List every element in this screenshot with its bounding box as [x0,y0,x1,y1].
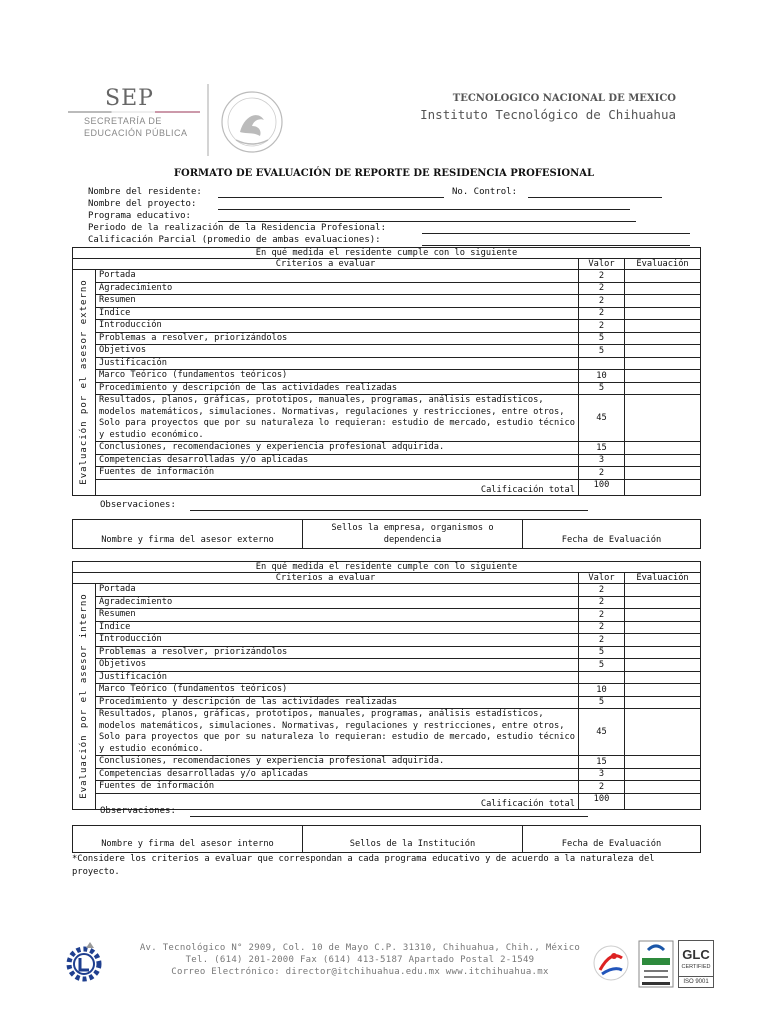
criteria-name: Introducción [96,634,579,647]
criteria-row [73,454,701,467]
side-label-interno: Evaluación por el asesor interno [79,593,89,799]
criteria-name: Índice [96,621,579,634]
criteria-name: Objetivos [96,345,579,358]
document-title: FORMATO DE EVALUACIÓN DE REPORTE DE RESIDENCIA PROFESIONAL [173,168,595,179]
criteria-name: Resumen [96,295,579,308]
glc-label: GLC [682,947,710,962]
criteria-value: 3 [579,768,625,781]
criteria-row [73,756,701,769]
glc-certified-label: CERTIFIED [681,964,711,970]
criteria-row [73,634,701,647]
header-criterios-interno: Criterios a evaluar [73,573,579,584]
criteria-row [73,282,701,295]
signature-sellos-externo[interactable]: Sellos la empresa, organismos o dependencia [303,520,523,549]
evaluation-input-cell[interactable] [625,467,701,480]
observaciones-label-externo: Observaciones: [100,500,176,510]
criteria-value: 2 [579,621,625,634]
evaluation-input-cell[interactable] [625,596,701,609]
criteria-row [73,696,701,709]
header-evaluacion-interno: Evaluación [625,573,701,584]
criteria-row [73,768,701,781]
evaluation-input-cell[interactable] [625,684,701,697]
tec-nacional-heading: TECNOLOGICO NACIONAL DE MEXICO [452,93,676,104]
criteria-name: Fuentes de información [96,467,579,480]
field-calificacion-label: Calificación Parcial (promedio de ambas evaluaciones): [88,235,381,245]
observaciones-line-externo[interactable] [190,510,588,511]
criteria-name: Agradecimiento [96,282,579,295]
criteria-note: *Considere los criterios a evaluar que correspondan a cada programa educativo y de acuerdo a la naturaleza del proyecto. [72,854,655,877]
header-criterios-externo: Criterios a evaluar [73,259,579,270]
evaluation-table-interno [72,561,701,810]
field-proyecto-label: Nombre del proyecto: [88,199,197,209]
criteria-row [73,659,701,672]
criteria-row [73,345,701,358]
signature-nombre-interno[interactable]: Nombre y firma del asesor interno [73,826,303,853]
field-calificacion-line[interactable] [422,245,690,246]
criteria-name: Portada [96,584,579,597]
itch-gear-logo-icon [64,940,104,984]
criteria-value: 5 [579,332,625,345]
criteria-row [73,442,701,455]
field-control-line[interactable] [528,197,662,198]
side-label-cell-interno [73,584,96,810]
footer-email: Correo Electrónico: director@itchihuahua.edu.mx www.itchihuahua.mx [171,967,549,977]
criteria-name: Conclusiones, recomendaciones y experiencia profesional adquirida. [96,756,579,769]
criteria-row [73,684,701,697]
total-value-externo: 100 [579,479,625,495]
coat-of-arms-icon [206,80,290,160]
evaluation-input-cell[interactable] [625,357,701,370]
evaluation-input-cell[interactable] [625,584,701,597]
sep-subtitle-2: EDUCACIÓN PÚBLICA [84,128,188,138]
criteria-row [73,621,701,634]
criteria-value: 3 [579,454,625,467]
criteria-value: 45 [579,709,625,756]
criteria-value [579,357,625,370]
criteria-value [579,671,625,684]
criteria-value: 2 [579,320,625,333]
evaluation-table-externo [72,247,701,496]
criteria-name: Introducción [96,320,579,333]
field-periodo-label: Periodo de la realización de la Residencia Profesional: [88,223,387,233]
footer-address: Av. Tecnológico N° 2909, Col. 10 de Mayo C.P. 31310, Chihuahua, Chih., México [139,943,581,953]
iso-certified-company-icon [638,940,674,988]
evaluation-input-cell[interactable] [625,295,701,308]
side-label-externo: Evaluación por el asesor externo [79,279,89,485]
evaluation-input-cell[interactable] [625,781,701,794]
criteria-name: Competencias desarrolladas y/o aplicadas [96,768,579,781]
signature-fecha-externo[interactable]: Fecha de Evaluación [523,520,701,549]
field-residente-label: Nombre del residente: [88,187,202,197]
criteria-name: Resumen [96,609,579,622]
criteria-name: Resultados, planos, gráficas, prototipos, manuales, programas, análisis estadísticos, modelos matemáticos, simulaciones. Normativas, regulaciones y restricciones, entre otros, Solo para proyectos que por su naturaleza lo requieran: estudio de mercado, estudio técnico y estudio económico. [96,709,579,756]
instituto-heading: Instituto Tecnológico de Chihuahua [420,107,676,122]
evaluation-input-cell[interactable] [625,270,701,283]
evaluation-input-cell[interactable] [625,395,701,442]
footer-phone: Tel. (614) 201-2000 Fax (614) 413-5187 Apartado Postal 2-1549 [185,955,535,965]
criteria-value: 2 [579,307,625,320]
criteria-name: Resultados, planos, gráficas, prototipos, manuales, programas, análisis estadísticos, modelos matemáticos, simulaciones. Normativas, regulaciones y restricciones, entre otros, Solo para proyectos que por su naturaleza lo requieran: estudio de mercado, estudio técnico y estudio económico. [96,395,579,442]
criteria-value: 15 [579,442,625,455]
evaluation-input-cell[interactable] [625,320,701,333]
criteria-row [73,332,701,345]
criteria-value: 5 [579,646,625,659]
criteria-name: Justificación [96,357,579,370]
criteria-row [73,671,701,684]
sep-subtitle-1: SECRETARÍA DE [84,116,162,126]
criteria-value: 5 [579,696,625,709]
criteria-name: Fuentes de información [96,781,579,794]
observaciones-line-interno[interactable] [190,816,588,817]
criteria-value: 2 [579,596,625,609]
side-label-cell-externo [73,270,96,496]
evaluation-input-cell[interactable] [625,659,701,672]
evaluation-input-cell[interactable] [625,382,701,395]
glc-certified-badge [678,940,714,988]
criteria-row [73,584,701,597]
criteria-row [73,646,701,659]
evaluation-input-cell[interactable] [625,332,701,345]
field-programa-line[interactable] [218,221,636,222]
criteria-row [73,382,701,395]
evaluation-input-cell[interactable] [625,307,701,320]
header-medida-interno: En qué medida el residente cumple con lo siguiente [73,562,701,573]
criteria-row [73,320,701,333]
field-proyecto-line[interactable] [218,209,630,210]
criteria-row [73,307,701,320]
total-evaluation-cell-externo[interactable] [625,479,701,495]
criteria-name: Procedimiento y descripción de las actividades realizadas [96,382,579,395]
criteria-name: Problemas a resolver, priorizándolos [96,646,579,659]
criteria-name: Problemas a resolver, priorizándolos [96,332,579,345]
criteria-value: 2 [579,270,625,283]
criteria-value: 2 [579,584,625,597]
criteria-name: Índice [96,307,579,320]
criteria-value: 45 [579,395,625,442]
header-medida-externo: En qué medida el residente cumple con lo siguiente [73,248,701,259]
evaluation-input-cell[interactable] [625,442,701,455]
total-label-externo: Calificación total [96,479,579,495]
equity-certification-icon [592,944,630,982]
criteria-row [73,781,701,794]
criteria-value: 2 [579,467,625,480]
criteria-value: 5 [579,382,625,395]
criteria-row [73,270,701,283]
field-residente-line[interactable] [218,197,444,198]
evaluation-input-cell[interactable] [625,768,701,781]
criteria-row [73,467,701,480]
evaluation-input-cell[interactable] [625,454,701,467]
evaluation-input-cell[interactable] [625,282,701,295]
criteria-value: 2 [579,634,625,647]
evaluation-input-cell[interactable] [625,345,701,358]
criteria-name: Procedimiento y descripción de las actividades realizadas [96,696,579,709]
criteria-name: Agradecimiento [96,596,579,609]
evaluation-input-cell[interactable] [625,709,701,756]
criteria-row [73,596,701,609]
evaluation-input-cell[interactable] [625,609,701,622]
glc-iso-label: ISO 9001 [679,976,713,985]
criteria-value: 5 [579,345,625,358]
criteria-name: Portada [96,270,579,283]
sep-logo: SEP [105,86,154,111]
total-evaluation-cell-interno[interactable] [625,793,701,809]
criteria-name: Justificación [96,671,579,684]
criteria-row [73,357,701,370]
evaluation-input-cell[interactable] [625,634,701,647]
field-periodo-line[interactable] [422,233,690,234]
criteria-row [73,395,701,442]
criteria-name: Competencias desarrolladas y/o aplicadas [96,454,579,467]
signature-sellos-interno[interactable]: Sellos de la Institución [303,826,523,853]
criteria-value: 2 [579,282,625,295]
criteria-row [73,709,701,756]
header-valor-interno: Valor [579,573,625,584]
header-evaluacion-externo: Evaluación [625,259,701,270]
criteria-value: 2 [579,781,625,794]
criteria-row [73,295,701,308]
criteria-name: Marco Teórico (fundamentos teóricos) [96,370,579,383]
total-label-interno: Calificación total [96,793,579,809]
field-control-label: No. Control: [452,187,518,197]
evaluation-input-cell[interactable] [625,696,701,709]
evaluation-input-cell[interactable] [625,756,701,769]
sep-logo-bar [68,111,200,113]
field-programa-label: Programa educativo: [88,211,191,221]
evaluation-input-cell[interactable] [625,621,701,634]
criteria-value: 2 [579,295,625,308]
criteria-row [73,370,701,383]
total-value-interno: 100 [579,793,625,809]
criteria-value: 15 [579,756,625,769]
criteria-value: 10 [579,684,625,697]
criteria-row [73,609,701,622]
signature-nombre-externo[interactable]: Nombre y firma del asesor externo [73,520,303,549]
criteria-name: Conclusiones, recomendaciones y experiencia profesional adquirida. [96,442,579,455]
signature-table-externo [72,519,701,549]
signature-fecha-interno[interactable]: Fecha de Evaluación [523,826,701,853]
evaluation-input-cell[interactable] [625,671,701,684]
criteria-name: Marco Teórico (fundamentos teóricos) [96,684,579,697]
criteria-name: Objetivos [96,659,579,672]
signature-table-interno [72,825,701,853]
criteria-value: 10 [579,370,625,383]
evaluation-input-cell[interactable] [625,370,701,383]
evaluation-input-cell[interactable] [625,646,701,659]
criteria-value: 2 [579,609,625,622]
criteria-value: 5 [579,659,625,672]
header-valor-externo: Valor [579,259,625,270]
observaciones-label-interno: Observaciones: [100,806,176,816]
